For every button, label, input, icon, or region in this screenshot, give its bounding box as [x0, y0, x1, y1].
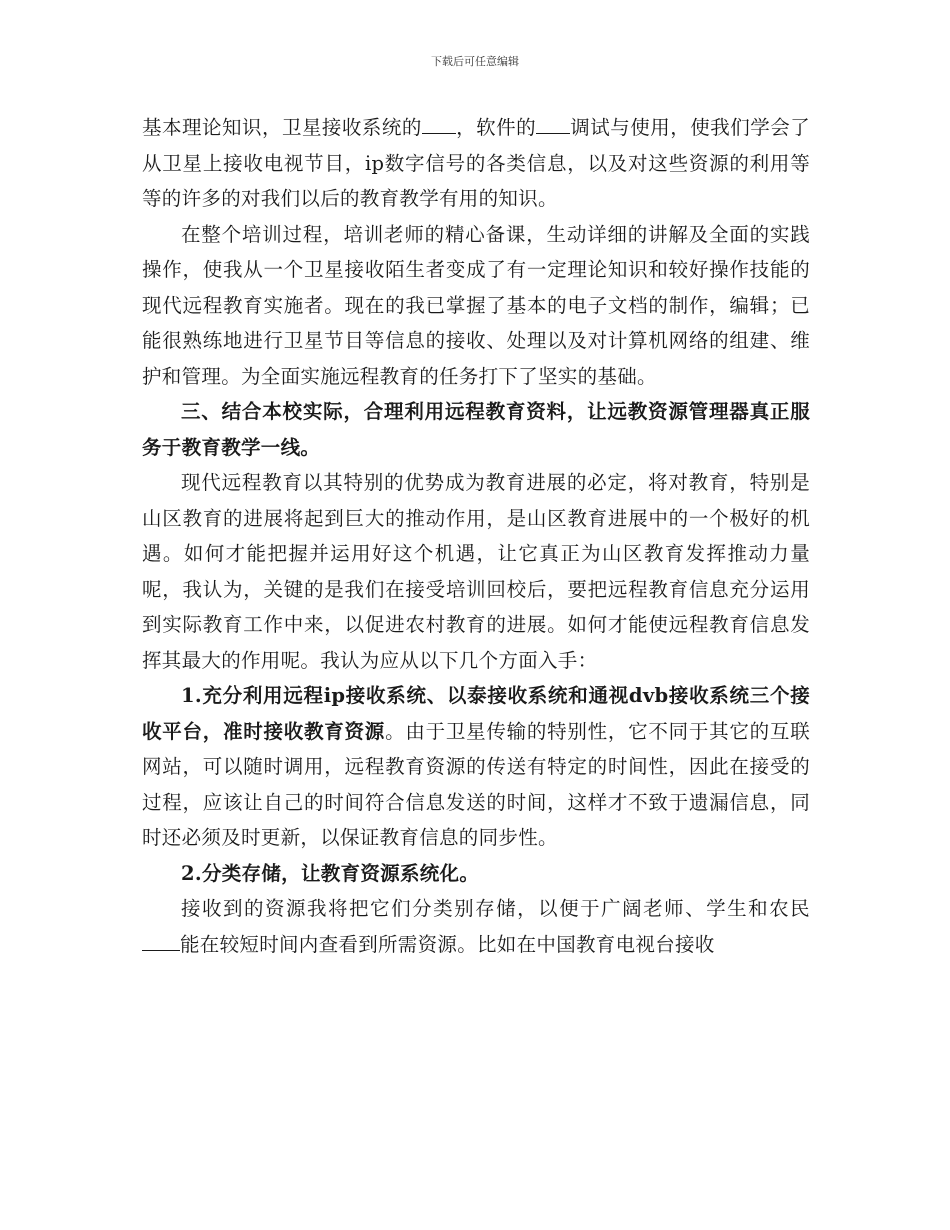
page-header: 下载后可任意编辑 [431, 55, 519, 68]
blank-2 [536, 111, 570, 134]
paragraph-2: 在整个培训过程，培训老师的精心备课，生动详细的讲解及全面的实践操作，使我从一个卫星接收陌生者变成了有一定理论知识和较好操作技能的现代远程教育实施者。现在的我已掌握了基本的电子文档的制作，编辑；已能很熟练地进行卫星节目等信息的接收、处理以及对计算机网络的组建、维护和管理。为全面实施远程教育的任务打下了坚实的基础。 [142, 222, 810, 388]
paragraph-1-part-a: 基本理论知识，卫星接收系统的 [142, 116, 422, 139]
paragraph-5 [142, 678, 810, 856]
paragraph-5-bold-lead: 1.充分利用远程ip接收系统、以泰接收系统和通视dvb接收系统三个接收平台，准时接收教育资源 [142, 684, 810, 743]
section-heading-3: 三、结合本校实际，合理利用远程教育资料，让远教资源管理器真正服务于教育教学一线。 [142, 400, 810, 459]
paragraph-7-part-a: 接收到的资源我将把它们分类别存储，以便于广阔老师、学生和农民 [181, 897, 810, 920]
paragraph-7-part-b: 能在较短时间内查看到所需资源。比如在中国教育电视台接收 [180, 932, 715, 956]
paragraph-7 [142, 891, 810, 962]
document-body [142, 110, 810, 962]
blank-1 [422, 111, 456, 134]
paragraph-1-part-b: ，软件的 [455, 116, 537, 139]
paragraph-1 [142, 110, 810, 217]
blank-3 [142, 928, 180, 951]
paragraph-5-rest: 。由于卫星传输的特别性，它不同于其它的互联网站，可以随时调用，远程教育资源的传送有特定的时间性，因此在接受的过程，应该让自己的时间符合信息发送的时间，这样才不致于遗漏信息，同时还必须及时更新，以保证教育信息的同步性。 [142, 719, 810, 849]
subheading-2: 2.分类存储，让教育资源系统化。 [181, 861, 480, 885]
paragraph-4: 现代远程教育以其特别的优势成为教育进展的必定，将对教育，特别是山区教育的进展将起到巨大的推动作用，是山区教育进展中的一个极好的机遇。如何才能把握并运用好这个机遇，让它真正为山区教育发挥推动力量呢，我认为，关键的是我们在接受培训回校后，要把远程教育信息充分运用到实际教育工作中来，以促进农村教育的进展。如何才能使远程教育信息发挥其最大的作用呢。我认为应从以下几个方面入手： [142, 471, 810, 672]
paragraph-1-part-c: 调试与使用，使我们学会了从卫星上接收电视节目，ip数字信号的各类信息，以及对这些资源的利用等等的许多的对我们以后的教育教学有用的知识。 [142, 116, 810, 210]
